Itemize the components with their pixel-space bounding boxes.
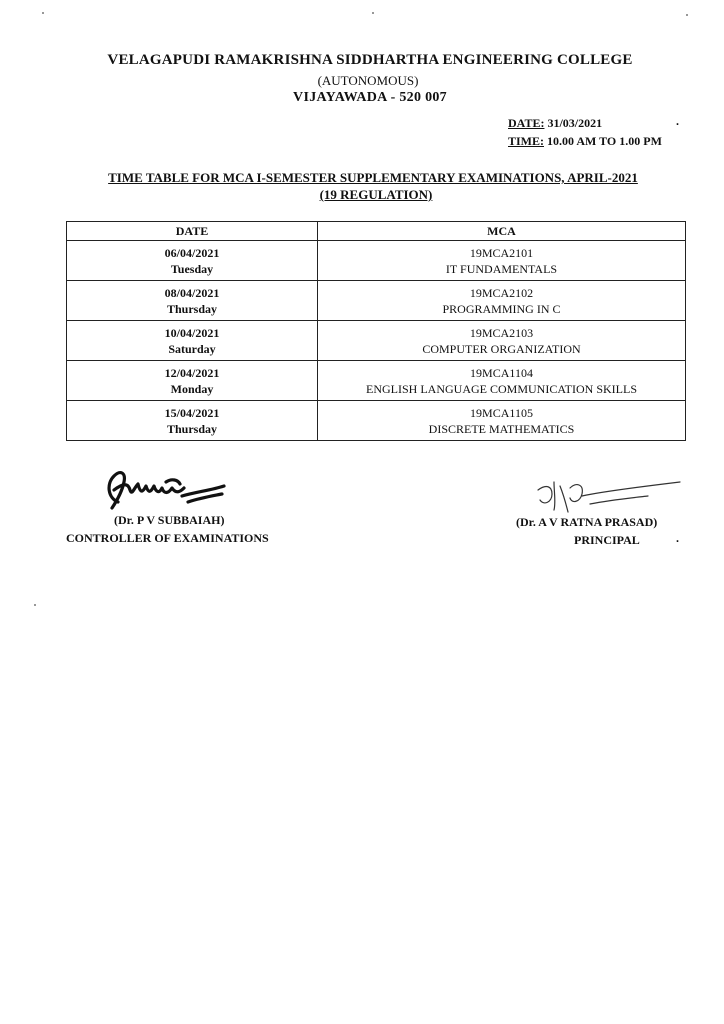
subject-code: 19MCA1104 [470,365,533,380]
table-row [67,281,686,321]
subject-code: 19MCA2102 [469,285,534,300]
time-value: 10.00 AM TO 1.00 PM [547,134,662,148]
subject-cell [318,281,686,321]
date-cell [67,241,318,281]
subject-code: 19MCA1105 [470,405,533,420]
date-column-header: DATE [67,222,318,241]
exam-date-text: 06/04/2021 [164,245,220,260]
subject-name: COMPUTER ORGANIZATION [422,341,581,356]
scan-speck [34,604,36,606]
exam-time [508,134,662,149]
exam-date [508,116,602,131]
subject-name: ENGLISH LANGUAGE COMMUNICATION SKILLS [366,381,637,396]
mca-column-header: MCA [318,222,686,241]
exam-date-text: 08/04/2021 [164,285,220,300]
date-cell [67,361,318,401]
controller-name: (Dr. P V SUBBAIAH) [114,513,225,527]
exam-date-text: 12/04/2021 [164,365,220,380]
date-cell [67,401,318,441]
autonomous-status: (AUTONOMOUS) [317,73,419,88]
controller-title: CONTROLLER OF EXAMINATIONS [66,531,269,545]
subject-name: DISCRETE MATHEMATICS [428,421,575,436]
exam-day-text: Monday [170,381,214,396]
subject-cell [318,401,686,441]
controller-signature [96,462,236,512]
exam-date-text: 10/04/2021 [164,325,220,340]
subject-cell [318,321,686,361]
time-label: TIME: [508,134,544,148]
subject-name: IT FUNDAMENTALS [445,261,558,276]
subject-cell [318,361,686,401]
scan-speck [686,14,688,16]
exam-date-text: 15/04/2021 [164,405,220,420]
table-row [67,361,686,401]
timetable-title: TIME TABLE FOR MCA I-SEMESTER SUPPLEMENTARY EXAMINATIONS, APRIL-2021 [108,170,638,185]
exam-timetable [66,221,686,441]
table-row [67,401,686,441]
college-name: VELAGAPUDI RAMAKRISHNA SIDDHARTHA ENGINEERING COLLEGE [107,52,633,68]
table-row [67,241,686,281]
principal-title: PRINCIPAL [574,533,640,547]
scan-speck [372,12,374,14]
scan-speck [42,12,44,14]
exam-day-text: Saturday [168,341,216,356]
exam-day-text: Thursday [166,421,218,436]
table-header-row [67,222,686,241]
date-cell [67,321,318,361]
exam-day-text: Tuesday [170,261,214,276]
date-label: DATE: [508,116,545,130]
subject-cell [318,241,686,281]
scan-dot: . [676,531,679,545]
table-row [67,321,686,361]
exam-day-text: Thursday [166,301,218,316]
subject-name: PROGRAMMING IN C [442,301,561,316]
college-city: VIJAYAWADA - 520 007 [293,90,447,105]
principal-name: (Dr. A V RATNA PRASAD) [516,515,658,529]
timetable-subtitle: (19 REGULATION) [319,187,433,202]
subject-code: 19MCA2101 [469,245,534,260]
scan-dot: . [676,114,679,128]
date-value: 31/03/2021 [547,116,603,130]
date-cell [67,281,318,321]
principal-signature [530,474,690,520]
subject-code: 19MCA2103 [469,325,534,340]
